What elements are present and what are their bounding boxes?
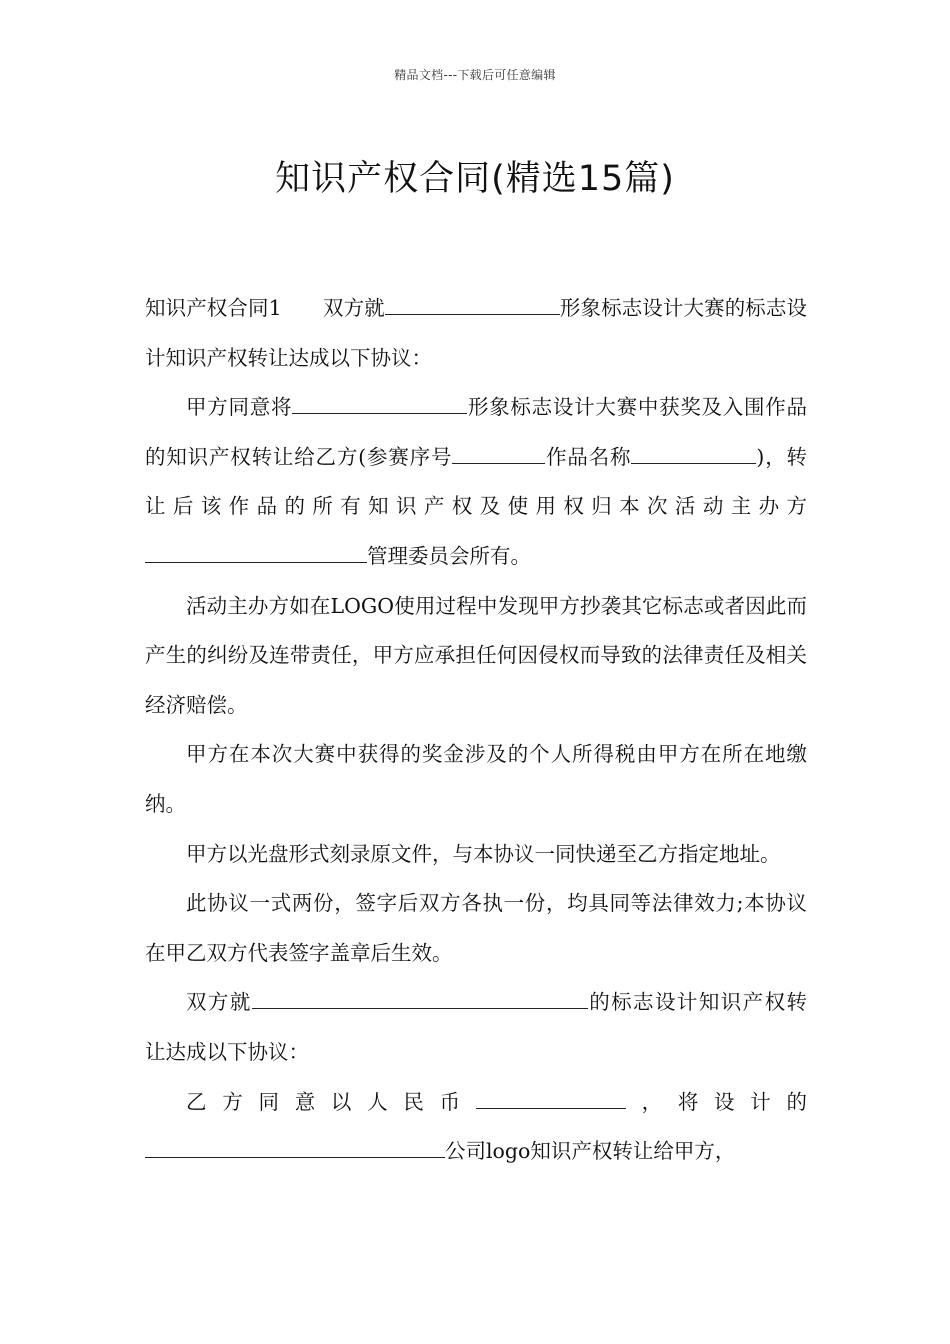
paragraph-2-text-a: 形象标志设计大赛中获奖及入围作品的知识产权转让给乙方(参赛序号: [145, 395, 808, 469]
blank-field-contest-name: [292, 391, 467, 415]
blank-field-company-name: [145, 1135, 445, 1159]
paragraph-4: 甲方在本次大赛中获得的奖金涉及的个人所得税由甲方在所在地缴纳。: [145, 742, 807, 816]
paragraph-1-lead: 知识产权合同1 双方就: [145, 296, 385, 320]
blank-field-design-contest-name: [385, 291, 560, 315]
paragraph-8: [145, 1078, 807, 1177]
blank-field-work-name: [631, 440, 756, 464]
paragraph-7-text: 的标志设计知识产权转让达成以下协议：: [145, 990, 808, 1064]
paragraph-2-text-d: 管理委员会所有。: [367, 543, 531, 568]
blank-field-entry-number: [452, 440, 545, 464]
paragraph-1-text: 形象标志设计大赛的标志设计知识产权转让达成以下协议：: [145, 296, 808, 370]
paragraph-5: 甲方以光盘形式刻录原文件，与本协议一同快递至乙方指定地址。: [186, 841, 781, 866]
paragraph-6: 此协议一式两份，签字后双方各执一份，均具同等法律效力;本协议在甲乙双方代表签字盖章后生效。: [145, 891, 807, 965]
blank-field-project-name: [252, 986, 588, 1010]
paragraph-2-text-c: )，转让后该作品的所有知识产权及使用权归本次活动主办方: [145, 444, 808, 519]
document-body: [145, 284, 807, 1177]
paragraph-2: [145, 383, 807, 581]
paragraph-8-text-a: ，将设计的: [625, 1089, 808, 1114]
document-title: 知识产权合同(精选15篇): [275, 159, 675, 200]
paragraph-2-text-b: 作品名称: [545, 444, 632, 469]
paragraph-2-lead: 甲方同意将: [186, 395, 293, 420]
paragraph-7: [145, 978, 807, 1077]
blank-field-amount-rmb: [476, 1085, 626, 1109]
header-note: 精品文档---下载后可任意编辑: [394, 68, 556, 82]
paragraph-3: 活动主办方如在LOGO使用过程中发现甲方抄袭其它标志或者因此而产生的纠纷及连带责任，甲方应承担任何因侵权而导致的法律责任及相关经济赔偿。: [145, 593, 807, 717]
blank-field-organizer: [145, 539, 367, 563]
paragraph-8-text-b: 公司logo知识产权转让给甲方，: [445, 1139, 736, 1164]
paragraph-7-lead: 双方就: [186, 990, 252, 1015]
paragraph-1: [145, 284, 807, 383]
paragraph-8-lead: 乙方同意以人民币: [186, 1089, 476, 1114]
